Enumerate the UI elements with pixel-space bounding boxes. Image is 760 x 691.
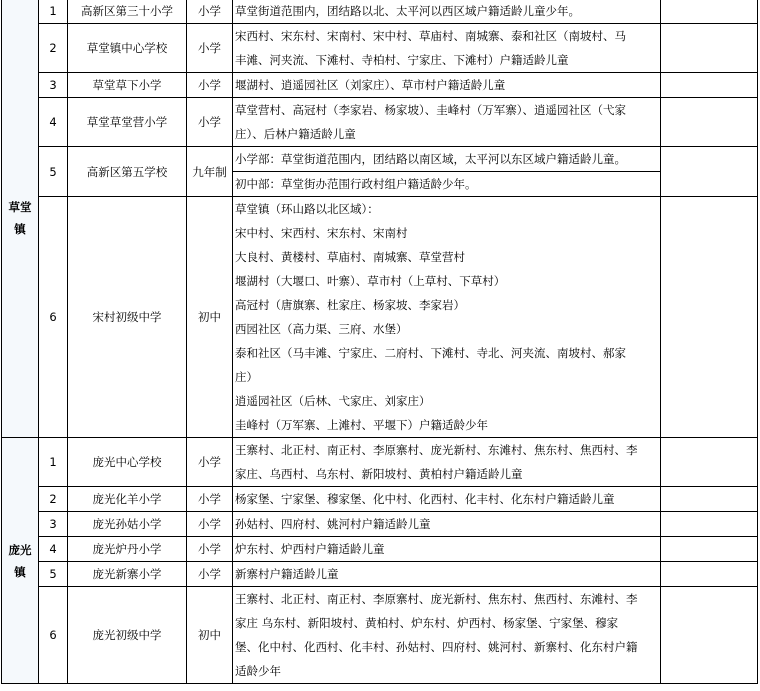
- town-name-bottom: 镇: [14, 222, 26, 236]
- school-name: 庞光中心学校: [68, 438, 187, 487]
- school-name: 高新区第三十小学: [68, 0, 187, 24]
- row-number: 1: [39, 0, 68, 24]
- town-name-top: 草堂: [8, 200, 32, 214]
- table-row: [2, 0, 758, 24]
- area-line: 草堂营村、高冠村（李家岩、杨家坡）、圭峰村（万军寨）、逍遥园社区（弋家: [235, 103, 626, 117]
- school-type: 小学: [187, 512, 233, 537]
- area-line: 小学部：草堂街道范围内，团结路以南区域，太平河以东区域户籍适龄儿童。: [235, 152, 626, 166]
- town-name-cell: [2, 0, 39, 438]
- school-type: 初中: [187, 587, 233, 684]
- row-number: 5: [39, 562, 68, 587]
- area-line: 草堂镇（环山路以北区域）：: [235, 202, 379, 216]
- town-name-bottom: 镇: [14, 564, 26, 579]
- note-cell: [661, 24, 758, 73]
- school-type: 初中: [187, 197, 233, 438]
- enrollment-area: [233, 537, 661, 562]
- area-line: 庄）: [235, 370, 258, 384]
- enrollment-area: [233, 587, 661, 684]
- table-row: [2, 537, 758, 562]
- school-name: 庞光化羊小学: [68, 487, 187, 512]
- enrollment-area: [233, 512, 661, 537]
- table-row: [2, 197, 758, 438]
- area-line: 宋西村、宋东村、宋南村、宋中村、草庙村、南城寨、泰和社区（南坡村、马: [235, 29, 626, 43]
- school-type: 小学: [187, 0, 233, 24]
- area-line: 圭峰村（万军寨、上滩村、平堰下）户籍适龄少年: [235, 418, 488, 432]
- area-line: 泰和社区（马丰滩、宁家庄、二府村、下滩村、寺北、河夹流、南坡村、郝家: [235, 346, 626, 360]
- enrollment-area: [233, 147, 661, 172]
- school-name: 庞光炉丹小学: [68, 537, 187, 562]
- table-row: [2, 438, 758, 487]
- row-number: 2: [39, 487, 68, 512]
- enrollment-area: [233, 98, 661, 147]
- row-number: 5: [39, 147, 68, 197]
- area-line: 王寨村、北正村、南正村、李原寨村、庞光新村、焦东村、焦西村、东滩村、李: [235, 592, 638, 606]
- area-line: 高冠村（唐旗寨、杜家庄、杨家坡、李家岩）: [235, 298, 465, 312]
- note-cell: [661, 98, 758, 147]
- note-cell: [661, 512, 758, 537]
- enrollment-area: [233, 172, 661, 197]
- note-cell: [661, 487, 758, 512]
- note-cell: [661, 438, 758, 487]
- school-type: 小学: [187, 24, 233, 73]
- area-line: 丰滩、河夹流、下滩村、寺柏村、宁家庄、下滩村）户籍适龄儿童: [235, 53, 569, 67]
- school-type: 小学: [187, 562, 233, 587]
- table-row: [2, 147, 758, 172]
- enrollment-area: [233, 197, 661, 438]
- note-cell: [661, 0, 758, 24]
- enrollment-area: [233, 73, 661, 98]
- enrollment-area: [233, 487, 661, 512]
- school-type: 小学: [187, 537, 233, 562]
- table-body: [2, 0, 758, 684]
- enrollment-area: [233, 562, 661, 587]
- area-line: 适龄少年: [235, 664, 281, 678]
- note-cell: [661, 147, 758, 197]
- table-row: [2, 73, 758, 98]
- row-number: 4: [39, 98, 68, 147]
- area-line: 家庄、乌西村、乌东村、新阳坡村、黄柏村户籍适龄儿童: [235, 467, 523, 481]
- row-number: 4: [39, 537, 68, 562]
- row-number: 6: [39, 587, 68, 684]
- area-line: 庄）、后林户籍适龄儿童: [235, 127, 356, 141]
- school-type: 九年制: [187, 147, 233, 197]
- area-line: 西园社区（高力渠、三府、水堡）: [235, 322, 408, 336]
- area-line: 堡、化中村、化西村、化丰村、孙姑村、四府村、姚河村、新寨村、化东村户籍: [235, 640, 638, 654]
- enrollment-area: [233, 0, 661, 24]
- school-type: 小学: [187, 98, 233, 147]
- school-name: 庞光初级中学: [68, 587, 187, 684]
- note-cell: [661, 197, 758, 438]
- school-name: 宋村初级中学: [68, 197, 187, 438]
- area-line: 堰湖村、逍遥园社区（刘家庄）、草市村户籍适龄儿童: [235, 78, 506, 92]
- school-name: 庞光孙姑小学: [68, 512, 187, 537]
- area-line: 王寨村、北正村、南正村、李原寨村、庞光新村、东滩村、焦东村、焦西村、李: [235, 443, 638, 457]
- enrollment-area: [233, 438, 661, 487]
- area-line: 堰湖村（大堰口、叶寨）、草市村（上草村、下草村）: [235, 274, 506, 288]
- area-line: 逍遥园社区（后林、弋家庄、刘家庄）: [235, 394, 431, 408]
- row-number: 6: [39, 197, 68, 438]
- table-row: [2, 587, 758, 684]
- note-cell: [661, 587, 758, 684]
- school-name: 草堂镇中心学校: [68, 24, 187, 73]
- table-row: [2, 562, 758, 587]
- note-cell: [661, 562, 758, 587]
- area-line: 新寨村户籍适龄儿童: [235, 567, 339, 581]
- area-line: 炉东村、炉西村户籍适龄儿童: [235, 542, 385, 556]
- school-name: 高新区第五学校: [68, 147, 187, 197]
- row-number: 3: [39, 512, 68, 537]
- school-type: 小学: [187, 73, 233, 98]
- area-line: 杨家堡、宁家堡、穆家堡、化中村、化西村、化丰村、化东村户籍适龄儿童: [235, 492, 615, 506]
- school-name: 草堂草堂营小学: [68, 98, 187, 147]
- town-name-top: 庞光: [8, 542, 32, 557]
- school-zone-table: [1, 0, 758, 684]
- table-row: [2, 98, 758, 147]
- row-number: 3: [39, 73, 68, 98]
- table-row: [2, 24, 758, 73]
- town-name-cell: [2, 438, 39, 684]
- row-number: 2: [39, 24, 68, 73]
- area-line: 家庄 乌东村、新阳坡村、黄柏村、炉东村、炉西村、杨家堡、宁家堡、穆家: [235, 616, 619, 630]
- area-line: 大良村、黄楼村、草庙村、南城寨、草堂营村: [235, 250, 465, 264]
- school-name: 草堂草下小学: [68, 73, 187, 98]
- note-cell: [661, 537, 758, 562]
- table-row: [2, 512, 758, 537]
- note-cell: [661, 73, 758, 98]
- school-name: 庞光新寨小学: [68, 562, 187, 587]
- row-number: 1: [39, 438, 68, 487]
- area-line: 草堂街道范围内，团结路以北、太平河以西区域户籍适龄儿童少年。: [235, 4, 580, 18]
- school-type: 小学: [187, 438, 233, 487]
- area-line: 孙姑村、四府村、姚河村户籍适龄儿童: [235, 517, 431, 531]
- enrollment-area: [233, 24, 661, 73]
- area-line: 初中部：草堂街办范围行政村组户籍适龄少年。: [235, 177, 477, 191]
- table-row: [2, 487, 758, 512]
- school-type: 小学: [187, 487, 233, 512]
- area-line: 宋中村、宋西村、宋东村、宋南村: [235, 226, 408, 240]
